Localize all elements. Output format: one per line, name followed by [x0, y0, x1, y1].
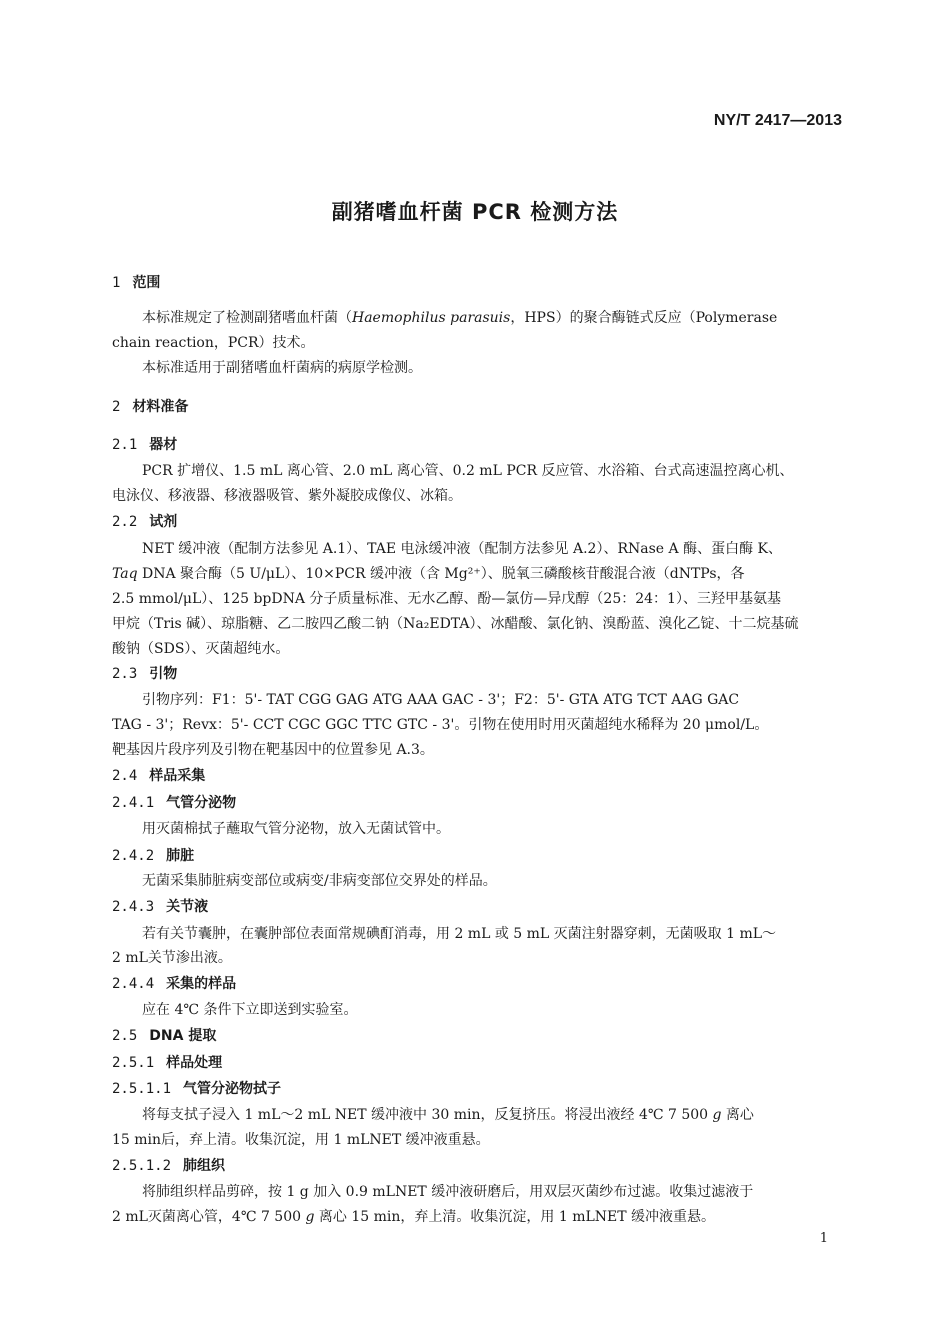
- joint-fluid-line-2: 2 mL关节渗出液。: [112, 950, 232, 966]
- section-heading-primers: 2.3 引物: [112, 666, 178, 682]
- tracheal-secretion-text: 用灭菌棉拭子蘸取气管分泌物，放入无菌试管中。: [142, 821, 450, 837]
- document-code: NY/T 2417—2013: [713, 112, 842, 129]
- lung-tissue-line-2: 2 mL灭菌离心管，4℃ 7 500 g 离心 15 min，弃上清。收集沉淀，用 1 mLNET 缓冲液重悬。: [112, 1209, 716, 1225]
- primers-line-1: 引物序列：F1：5'- TAT CGG GAG ATG AAA GAC - 3'；F2：5'- GTA ATG TCT AAG GAC: [142, 692, 740, 708]
- section-heading-tracheal-swab: 2.5.1.1 气管分泌物拭子: [112, 1081, 282, 1097]
- joint-fluid-line-1: 若有关节囊肿，在囊肿部位表面常规碘酊消毒，用 2 mL 或 5 mL 灭菌注射器穿刺，无菌吸取 1 mL～: [142, 926, 777, 942]
- tracheal-swab-line-1: 将每支拭子浸入 1 mL～2 mL NET 缓冲液中 30 min，反复挤压。将浸出液经 4℃ 7 500 g 离心: [142, 1107, 754, 1123]
- section-heading-sampling: 2.4 样品采集: [112, 768, 206, 784]
- section-heading-lung: 2.4.2 肺脏: [112, 848, 195, 864]
- section-heading-dna-extraction: 2.5 DNA 提取: [112, 1028, 217, 1044]
- reagents-line-2: Taq DNA 聚合酶（5 U/μL）、10×PCR 缓冲液（含 Mg²⁺）、脱氧三磷酸核苷酸混合液（dNTPs，各: [112, 566, 745, 582]
- lung-tissue-line-1: 将肺组织样品剪碎，按 1 g 加入 0.9 mLNET 缓冲液研磨后，用双层灭菌纱布过滤。收集过滤液于: [142, 1184, 754, 1200]
- section-heading-sample-processing: 2.5.1 样品处理: [112, 1055, 223, 1071]
- reagents-line-5: 酸钠（SDS）、灭菌超纯水。: [112, 641, 290, 657]
- lung-text: 无菌采集肺脏病变部位或病变/非病变部位交界处的样品。: [142, 873, 497, 889]
- section-heading-lung-tissue: 2.5.1.2 肺组织: [112, 1158, 226, 1174]
- page-number: 1: [819, 1231, 828, 1246]
- tracheal-swab-line-2: 15 min后，弃上清。收集沉淀，用 1 mLNET 缓冲液重悬。: [112, 1132, 490, 1148]
- section-heading-scope: 1 范围: [112, 275, 161, 291]
- section-heading-joint-fluid: 2.4.3 关节液: [112, 899, 209, 915]
- primers-line-3: 靶基因片段序列及引物在靶基因中的位置参见 A.3。: [112, 742, 434, 758]
- reagents-line-4: 甲烷（Tris 碱）、琼脂糖、乙二胺四乙酸二钠（Na₂EDTA）、冰醋酸、氯化钠、溴酚蓝、溴化乙锭、十二烷基硫: [112, 616, 799, 632]
- equipment-line-2: 电泳仪、移液器、移液器吸管、紫外凝胶成像仪、冰箱。: [112, 488, 462, 504]
- section-heading-materials: 2 材料准备: [112, 399, 189, 415]
- page-title: 副猪嗜血杆菌 PCR 检测方法: [331, 200, 619, 224]
- section-heading-reagents: 2.2 试剂: [112, 514, 178, 530]
- primers-line-2: TAG - 3'；Revx：5'- CCT CGC GGC TTC GTC - 3'。引物在使用时用灭菌超纯水稀释为 20 μmol/L。: [112, 717, 769, 733]
- scope-paragraph-1-cont: chain reaction，PCR）技术。: [112, 335, 315, 351]
- equipment-line-1: PCR 扩增仪、1.5 mL 离心管、2.0 mL 离心管、0.2 mL PCR 反应管、水浴箱、台式高速温控离心机、: [142, 463, 794, 479]
- scope-paragraph-1: 本标准规定了检测副猪嗜血杆菌（Haemophilus parasuis，HPS）的聚合酶链式反应（Polymerase: [142, 310, 778, 326]
- collected-samples-text: 应在 4℃ 条件下立即送到实验室。: [142, 1002, 358, 1018]
- section-heading-tracheal-secretion: 2.4.1 气管分泌物: [112, 795, 237, 811]
- scope-paragraph-2: 本标准适用于副猪嗜血杆菌病的病原学检测。: [142, 360, 422, 376]
- section-heading-equipment: 2.1 器材: [112, 437, 178, 453]
- reagents-line-1: NET 缓冲液（配制方法参见 A.1）、TAE 电泳缓冲液（配制方法参见 A.2）、RNase A 酶、蛋白酶 K、: [142, 541, 782, 557]
- section-heading-collected-samples: 2.4.4 采集的样品: [112, 976, 237, 992]
- reagents-line-3: 2.5 mmol/μL）、125 bpDNA 分子质量标准、无水乙醇、酚—氯仿—异戊醇（25：24：1）、三羟甲基氨基: [112, 591, 781, 607]
